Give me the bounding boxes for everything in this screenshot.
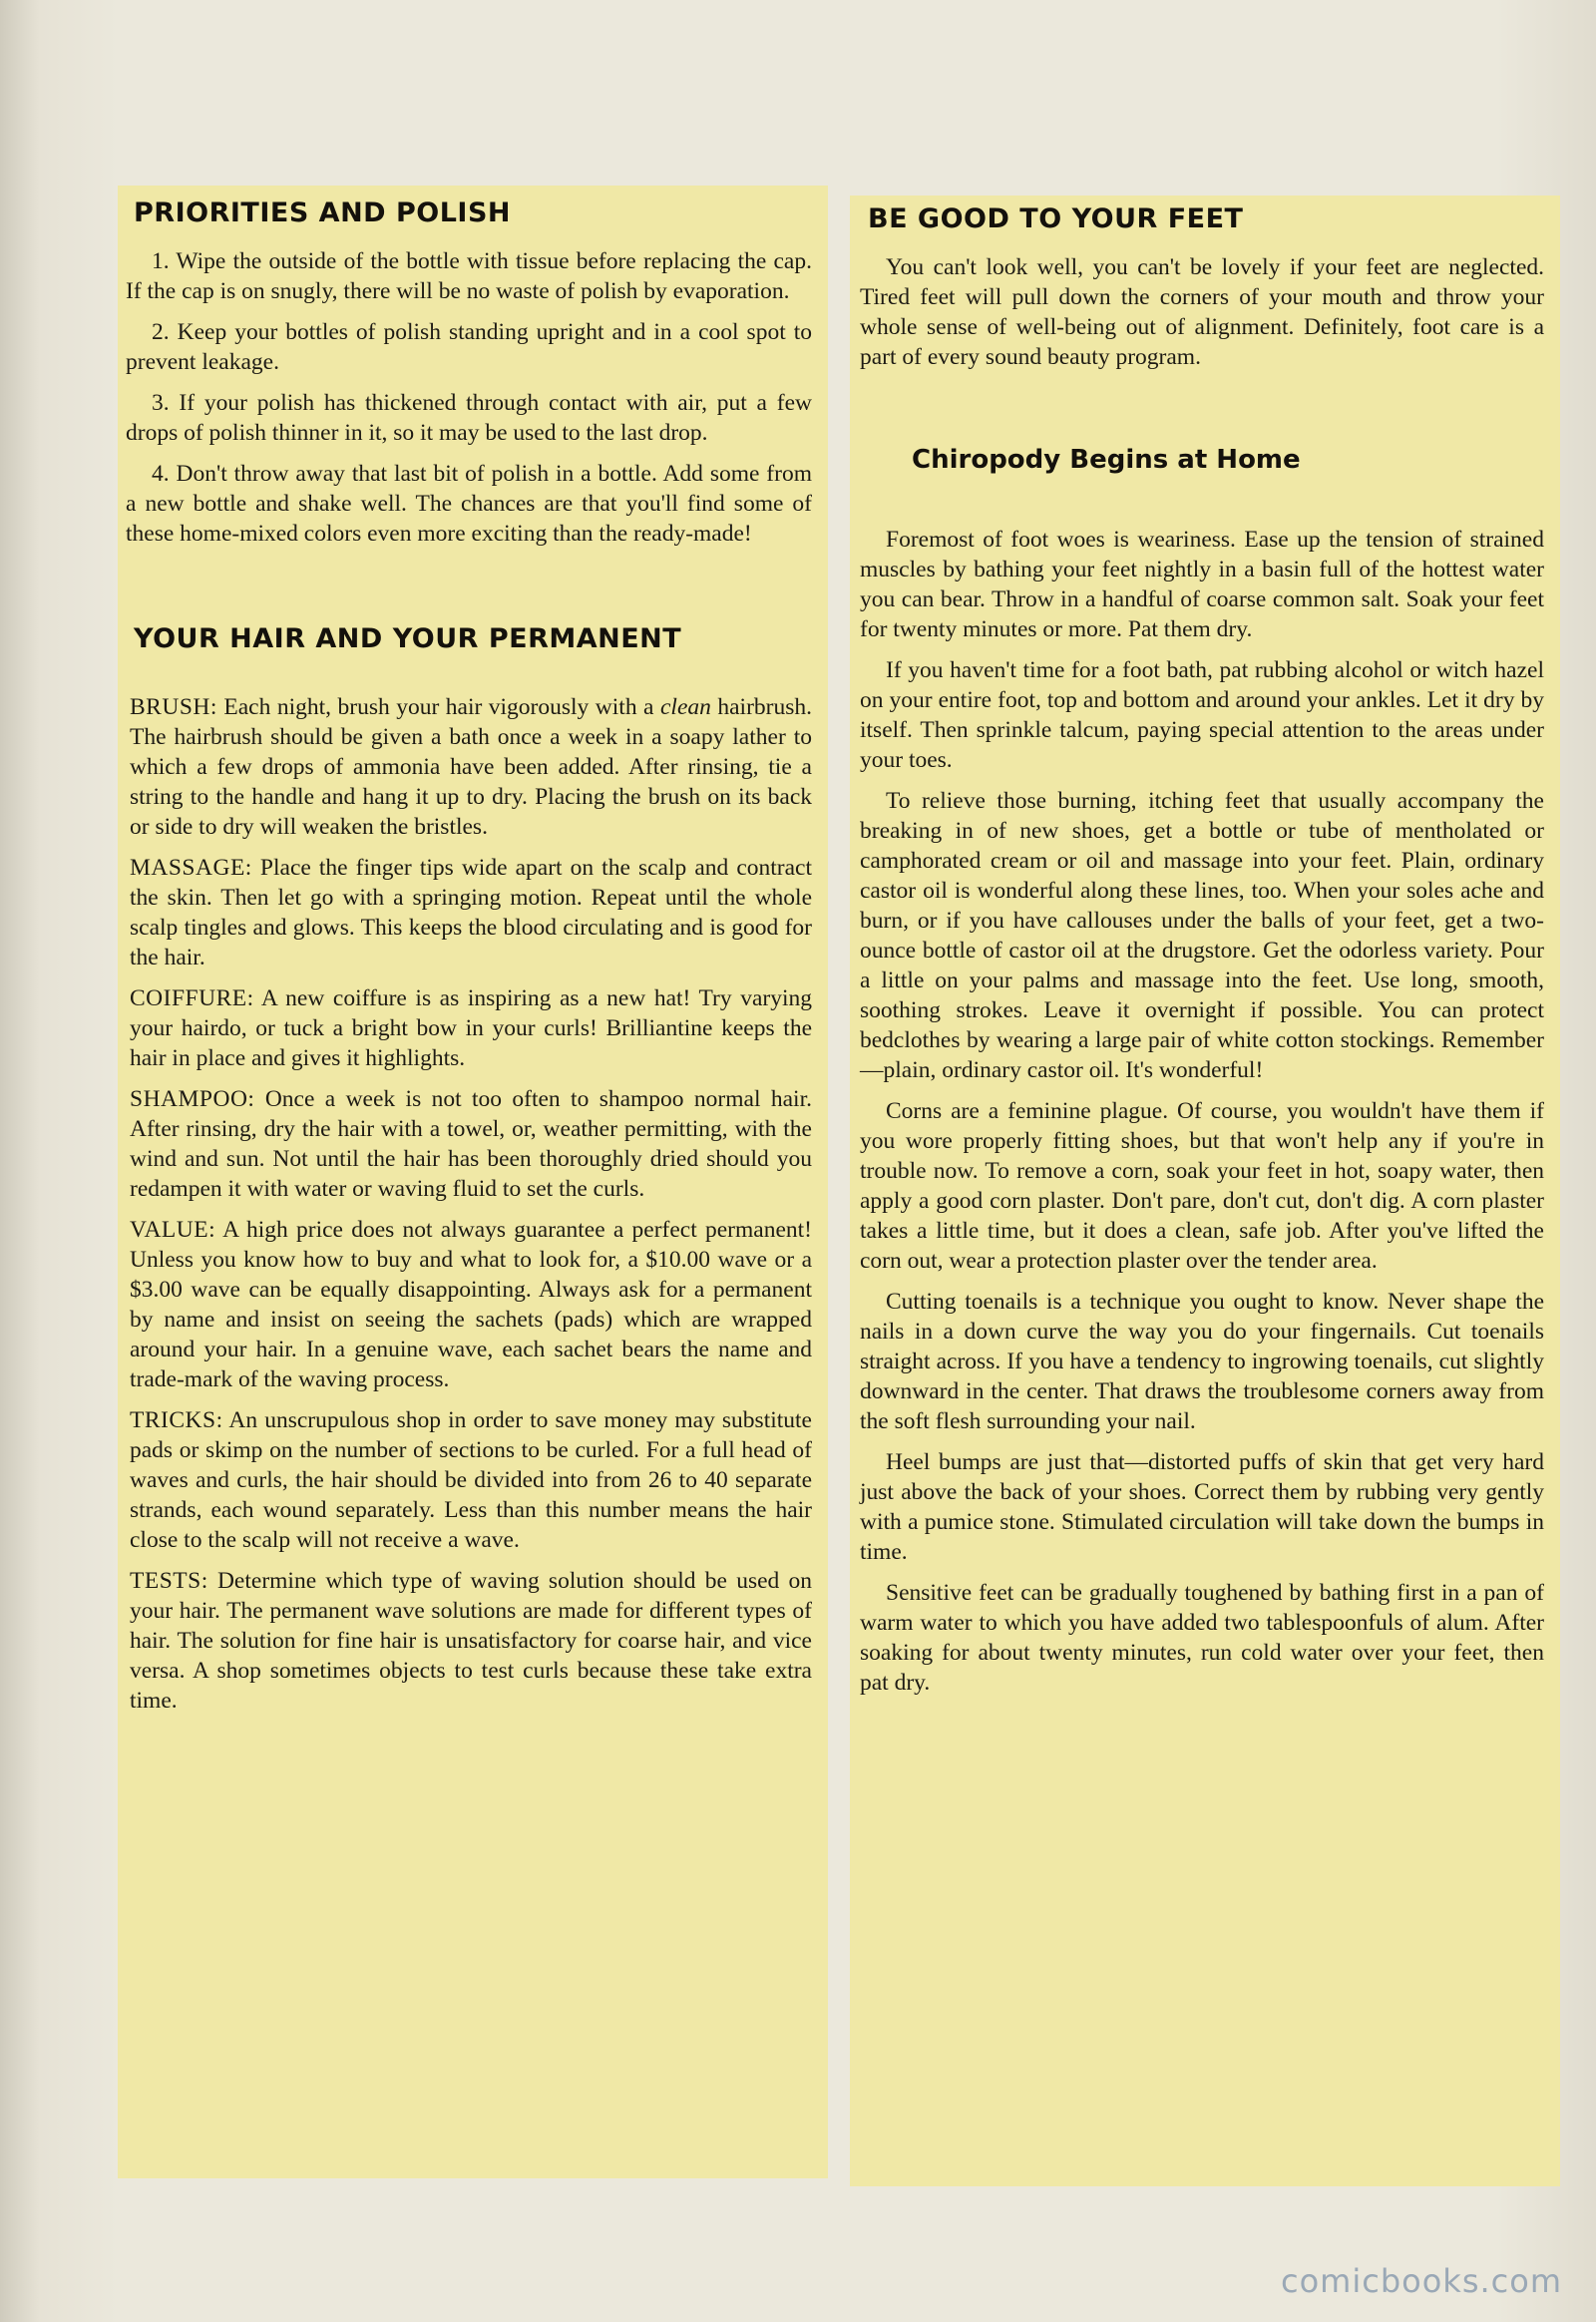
hair-text-value: A high price does not always guarantee a perfect permanent! Unless you know how to buy and what to look for, a $10.00 wave or a $3.00 wave can be equally disappointing. Always ask for a permanent by name and insist on seeing the sachets (pads) which are wrapped around your hair. In a genuine wave, each sachet bears the name and trade-mark of the waving process.: [130, 1217, 812, 1392]
heading-be-good-to-your-feet: BE GOOD TO YOUR FEET: [868, 203, 1244, 234]
hair-text-tests: Determine which type of waving solution should be used on your hair. The permanent wave solutions are made for different types of hair. The solution for fine hair is unsatisfactory for coarse hair, and vice versa. A shop sometimes objects to test curls because these take extra time.: [130, 1568, 812, 1714]
section-spacer: [126, 560, 812, 623]
hair-text-coiffure: A new coiffure is as inspiring as a new hat! Try varying your hairdo, or tuck a bright bow in your curls! Brilliantine keeps the hair in place and gives it highlights.: [130, 985, 812, 1071]
heading-priorities-and-polish: PRIORITIES AND POLISH: [134, 197, 512, 228]
hair-section-tests: [126, 1566, 812, 1716]
site-watermark: comicbooks.com: [1280, 2262, 1562, 2300]
hair-term-brush: BRUSH:: [130, 694, 217, 720]
hair-text2-brush: hairbrush. The hairbrush should be given a bath once a week in a soapy lather to which a few drops of ammonia have been added. After rinsing, tie a string to the handle and hang it up to dry. Placing the brush on its back or side to dry will weaken the bristles.: [130, 694, 812, 840]
polish-item-1: 1. Wipe the outside of the bottle with tissue before replacing the cap. If the cap is on snugly, there will be no waste of polish by evaporation.: [126, 248, 812, 304]
right-column: [850, 195, 1560, 2186]
feet-paragraph: Corns are a feminine plague. Of course, you wouldn't have them if you wore properly fitting shoes, but that won't help any if you're in trouble now. To remove a corn, soak your feet in hot, soapy water, then apply a good corn plaster. Don't pare, don't cut, don't dig. A corn plaster takes a little time, but it does a clean, safe job. After you've lifted the corn out, wear a protection plaster over the tender area.: [860, 1098, 1544, 1274]
hair-term-shampoo: SHAMPOO:: [130, 1086, 255, 1112]
hair-section-brush: [126, 692, 812, 842]
hair-section-tricks: [126, 1405, 812, 1555]
hair-emph-brush: clean: [659, 694, 711, 720]
hair-term-massage: MASSAGE:: [130, 855, 252, 881]
heading-your-hair-and-your-permanent: YOUR HAIR AND YOUR PERMANENT: [134, 623, 682, 654]
hair-section-massage: [126, 853, 812, 972]
feet-paragraph: Foremost of foot woes is weariness. Ease up the tension of strained muscles by bathing your feet nightly in a basin full of the hottest water you can bear. Throw in a handful of coarse common salt. Soak your feet for twenty minutes or more. Pat them dry.: [860, 527, 1544, 642]
hair-section-coiffure: [126, 983, 812, 1073]
hair-term-tests: TESTS:: [130, 1568, 208, 1594]
polish-item-3: 3. If your polish has thickened through contact with air, put a few drops of polish thinner in it, so it may be used to the last drop.: [126, 390, 812, 446]
hair-term-value: VALUE:: [130, 1217, 216, 1243]
hair-section-value: [126, 1215, 812, 1394]
polish-item-2: 2. Keep your bottles of polish standing upright and in a cool spot to prevent leakage.: [126, 319, 812, 375]
hair-term-tricks: TRICKS:: [130, 1407, 223, 1433]
feet-paragraph: Heel bumps are just that—distorted puffs of skin that get very hard just above the back of your shoes. Correct them by rubbing very gently with a pumice stone. Stimulated circulation will take down the bumps in time.: [860, 1449, 1544, 1565]
feet-paragraph: Sensitive feet can be gradually toughened by bathing first in a pan of warm water to which you have added two tablespoonfuls of alum. After soaking for about twenty minutes, run cold water over your feet, then pat dry.: [860, 1580, 1544, 1696]
hair-text-massage: Place the finger tips wide apart on the scalp and contract the skin. Then let go with a springing motion. Repeat until the whole scalp tingles and glows. This keeps the blood circulating and is good for the hair.: [130, 855, 812, 970]
subheading-chiropody-begins-at-home: Chiropody Begins at Home: [912, 445, 1301, 475]
hair-section-shampoo: [126, 1084, 812, 1204]
feet-paragraph: If you haven't time for a foot bath, pat rubbing alcohol or witch hazel on your entire foot, top and bottom and around your ankles. Let it dry by itself. Then sprinkle talcum, paying special attention to the areas under your toes.: [860, 657, 1544, 773]
hair-term-coiffure: COIFFURE:: [130, 985, 254, 1011]
feet-intro: You can't look well, you can't be lovely if your feet are neglected. Tired feet will pull down the corners of your mouth and throw your whole sense of well-being out of alignment. Definitely, foot care is a part of every sound beauty program.: [860, 254, 1544, 370]
polish-item-4: 4. Don't throw away that last bit of polish in a bottle. Add some from a new bottle and shake well. The chances are that you'll find some of these home-mixed colors even more exciting than the ready-made!: [126, 461, 812, 547]
section-spacer: [860, 383, 1544, 445]
feet-paragraph: To relieve those burning, itching feet that usually accompany the breaking in of new shoes, get a bottle or tube of mentholated or camphorated cream or oil and massage into your feet. Plain, ordinary castor oil is wonderful along these lines, too. When your soles ache and burn, or if you have callouses under the balls of your feet, get a two-ounce bottle of castor oil at the drugstore. Get the odorless variety. Pour a little on your palms and massage into the feet. Use long, smooth, soothing strokes. Leave it overnight if possible. You can protect bedclothes by wearing a large pair of white cotton stockings. Remember —plain, ordinary castor oil. It's wonderful!: [860, 788, 1544, 1083]
hair-text-brush: Each night, brush your hair vigorously with a: [216, 694, 660, 720]
feet-paragraph: Cutting toenails is a technique you ought to know. Never shape the nails in a down curve the way you do your fingernails. Cut toenails straight across. If you have a tendency to ingrowing toenails, cut slightly downward in the center. That draws the troublesome corners away from the soft flesh surrounding your nail.: [860, 1289, 1544, 1434]
left-column: [118, 186, 828, 2178]
hair-text-tricks: An unscrupulous shop in order to save money may substitute pads or skimp on the number of sections to be curled. For a full head of waves and curls, the hair should be divided into from 26 to 40 separate strands, each wound separately. Less than this number means the hair close to the scalp will not receive a wave.: [130, 1407, 812, 1553]
hair-text-shampoo: Once a week is not too often to shampoo normal hair. After rinsing, dry the hair with a towel, or, weather permitting, with the wind and sun. Not until the hair has been thoroughly dried should you redampen it with water or waving fluid to set the curls.: [130, 1086, 812, 1202]
